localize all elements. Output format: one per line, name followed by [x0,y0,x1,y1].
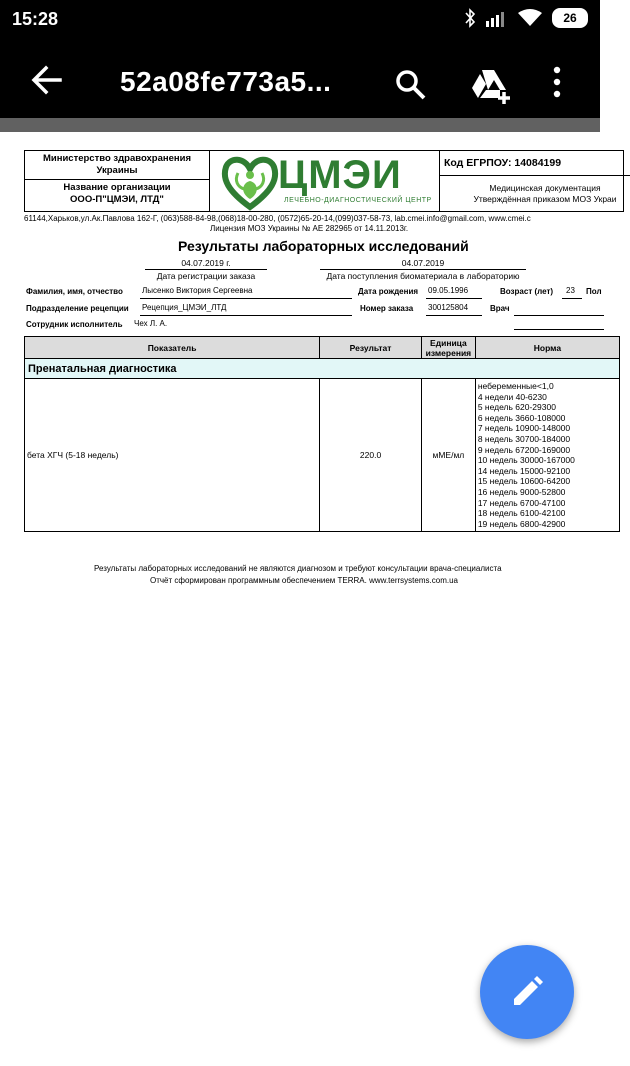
row-indicator: бета ХГЧ (5-18 недель) [25,379,320,532]
norm-line: 7 недель 10900-148000 [477,423,571,434]
disclaimer-line: Результаты лабораторных исследований не являются диагнозом и требуют консультации врача-специалиста [94,564,502,573]
status-bar [0,0,600,40]
medical-doc-note [460,183,630,205]
battery-level: 26 [563,11,577,25]
document-header [24,150,624,212]
row-norm [475,379,619,532]
age-underline [562,298,582,299]
document-title: 52a08fe773a5... [120,66,332,97]
bio-date: 04.07.2019 [320,258,526,270]
report-title: Результаты лабораторных исследований [178,238,469,254]
egrpou-code: Код ЕГРПОУ: 14084199 [444,157,562,169]
back-arrow-icon[interactable] [28,62,64,98]
fio-underline [140,298,352,299]
norm-line: 18 недель 6100-42100 [477,508,566,519]
pencil-icon [510,975,544,1009]
order-date: 04.07.2019 г. [145,258,267,270]
table-header-row [25,337,620,359]
header-unit [421,337,475,359]
norm-line: 19 недель 6800-42900 [477,518,566,529]
bio-date-caption: Дата поступления биоматериала в лабораторию [326,271,520,281]
dept-underline [140,315,352,316]
logo-heart-icon [220,153,280,211]
edit-fab-button[interactable] [480,945,574,1039]
birth-label: Дата рождения [358,287,419,296]
header-result: Результат [320,337,422,359]
sex-label: Пол [586,287,602,296]
toolbar-shadow [0,118,600,132]
medical-doc-line1: Медицинская документация [489,183,601,193]
birth-value: 09.05.1996 [428,286,469,295]
more-vert-icon[interactable] [552,66,562,98]
section-title: Пренатальная диагностика [25,359,620,379]
header-unit-line1: Единица [430,337,467,348]
table-row [25,379,620,532]
staff-value: Чех Л. А. [134,319,168,328]
norm-line: небеременные<1,0 [477,381,554,391]
norm-line: 10 недель 30000-167000 [477,455,575,466]
signal-icon [486,9,508,27]
org-name: ООО-П"ЦМЭИ, ЛТД" [70,194,164,205]
fio-label: Фамилия, имя, отчество [26,287,123,296]
norm-line: 14 недель 15000-92100 [477,465,571,476]
header-unit-line2: измерения [425,347,472,358]
logo-subtitle: ЛЕЧЕБНО-ДИАГНОСТИЧЕСКИЙ ЦЕНТР [284,197,432,204]
header-norm: Норма [475,337,619,359]
status-time: 15:28 [12,9,59,29]
order-date-block [145,258,267,281]
dept-value: Рецепция_ЦМЭИ_ЛТД [142,303,227,312]
drive-add-icon[interactable] [470,68,514,104]
bio-date-block [320,258,526,281]
bluetooth-icon [464,8,476,28]
status-icons [464,8,588,28]
app-bar [0,40,600,118]
norm-line: 6 недель 3660-108000 [477,412,566,423]
doctor-underline [514,315,604,316]
medical-doc-line2: Утверждённая приказом МОЗ Украи [473,194,617,204]
age-label: Возраст (лет) [500,287,554,296]
clinic-address: 61144,Харьков,ул.Ак.Павлова 162-Г, (063)588-84-98,(068)18-00-280, (0572)65-20-14,(099)037-58-73, lab.cmei.info@gmail.com, www.cmei.c [24,214,531,223]
norm-line: 17 недель 6700-47100 [477,497,566,508]
organization-block [25,180,210,211]
order-number-underline [426,315,482,316]
header-right [439,151,629,211]
logo-text: ЦМЭИ [278,153,402,197]
org-name-label: Название организации [63,182,171,193]
results-table [24,336,620,532]
age-value: 23 [566,286,575,295]
norm-line: 15 недель 10600-64200 [477,476,571,487]
license-line: Лицензия МОЗ Украины № АЕ 282965 от 14.11.2013г. [210,224,409,233]
doctor-label: Врач [490,304,510,313]
birth-underline [426,298,482,299]
software-note: Отчёт сформирован программным обеспечением TERRA. www.terrsystems.com.ua [150,576,458,585]
norm-line: 16 недель 9000-52800 [477,486,566,497]
header-divider [440,175,630,176]
search-icon[interactable] [394,68,428,102]
order-date-caption: Дата регистрации заказа [156,271,256,281]
row-unit: мМЕ/мл [421,379,475,532]
row-result: 220.0 [320,379,422,532]
document-page[interactable] [0,132,617,1066]
clinic-logo [220,153,440,211]
header-indicator: Показатель [25,337,320,359]
fio-value: Лысенко Виктория Сергеевна [142,286,253,295]
norm-line: 4 недели 40-6230 [477,391,547,402]
norm-line: 5 недель 620-29300 [477,402,556,413]
battery-icon [552,8,588,28]
order-number-label: Номер заказа [360,304,414,313]
staff-underline [514,329,604,330]
wifi-icon [518,9,542,27]
staff-label: Сотрудник исполнитель [26,320,123,329]
section-row [25,359,620,379]
dept-label: Подразделение рецепции [26,304,129,313]
ministry-label: Министерство здравохранения Украины [25,151,210,180]
norm-line: 8 недель 30700-184000 [477,433,571,444]
norm-line: 9 недель 67200-169000 [477,444,571,455]
order-number-value: 300125804 [428,303,469,312]
